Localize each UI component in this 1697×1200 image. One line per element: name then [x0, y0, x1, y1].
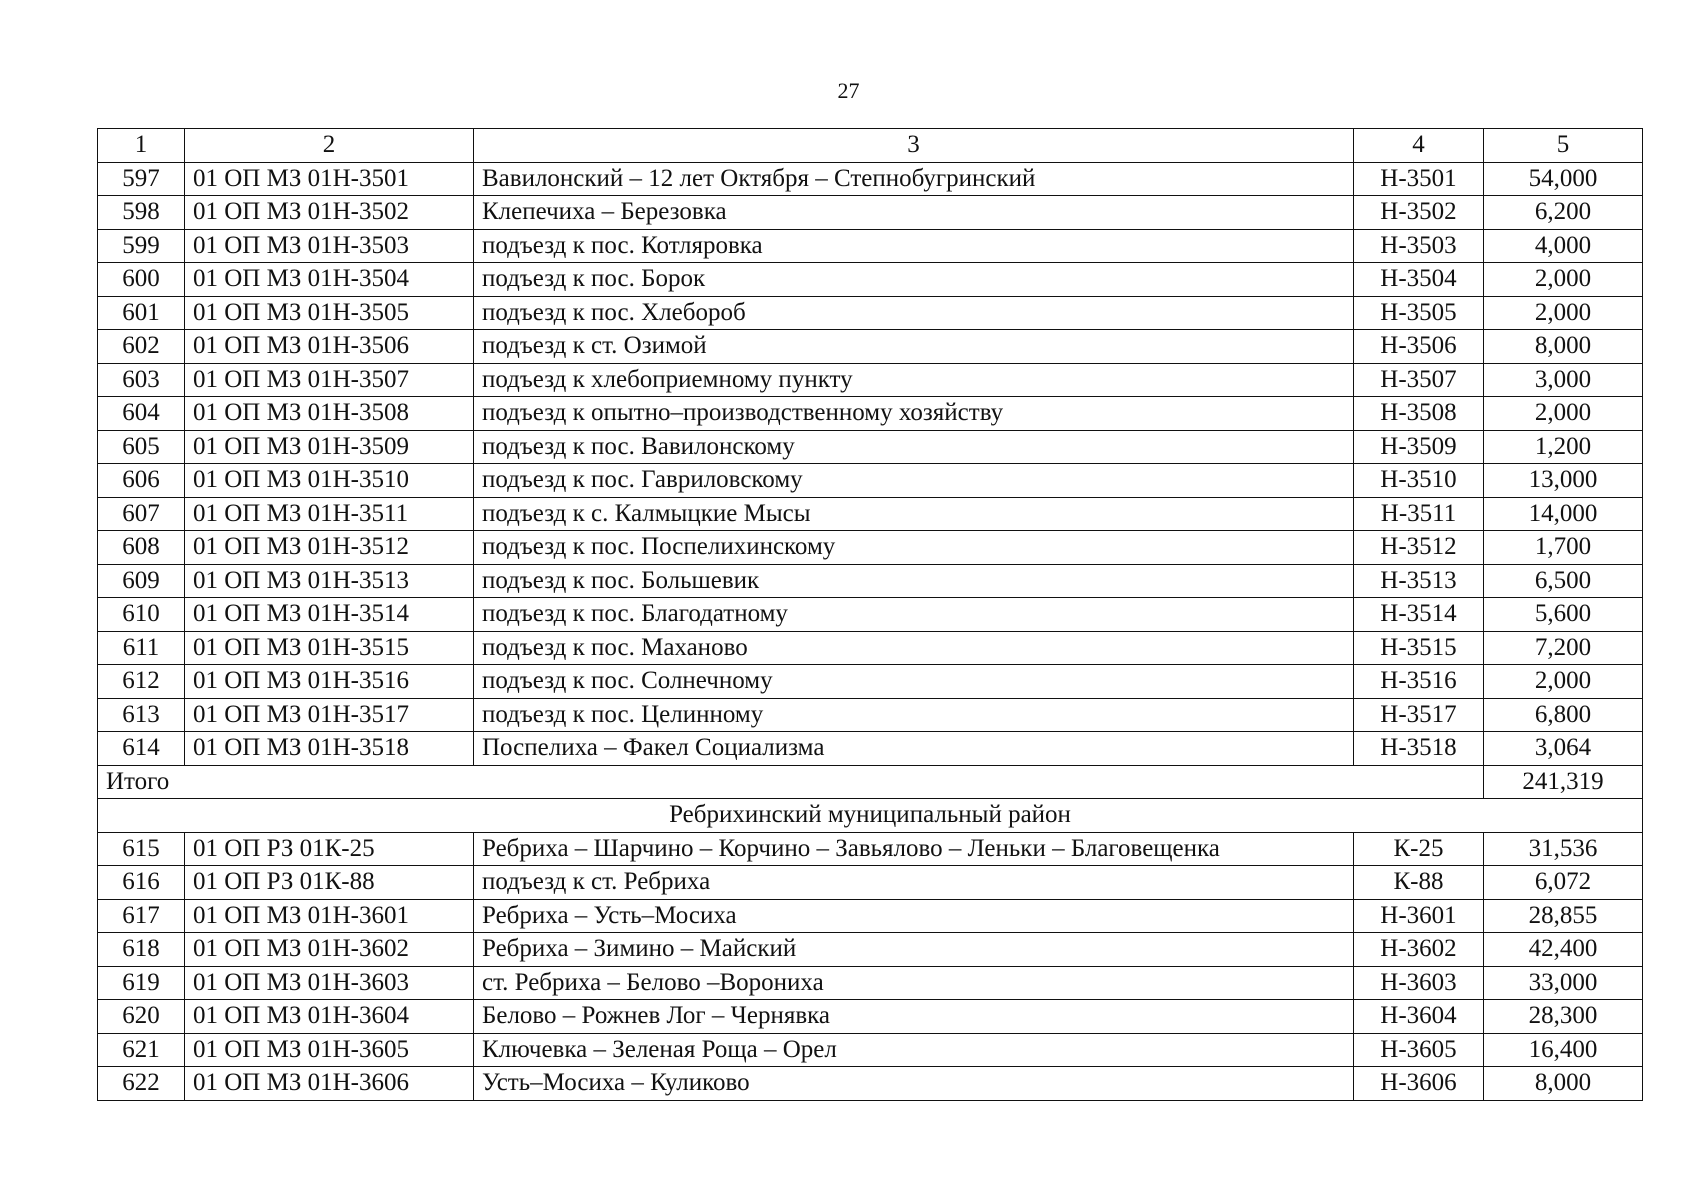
- total-label: Итого: [98, 765, 1484, 799]
- cell-number: 614: [98, 732, 185, 766]
- cell-length: 3,000: [1484, 363, 1643, 397]
- cell-length: 6,500: [1484, 564, 1643, 598]
- cell-road-name: подъезд к ст. Ребриха: [474, 866, 1354, 900]
- cell-road-index: Н-3504: [1354, 263, 1484, 297]
- table-row: [98, 1033, 1643, 1067]
- cell-road-id: 01 ОП МЗ 01Н-3604: [185, 1000, 474, 1034]
- table-row: [98, 665, 1643, 699]
- roads-table: [97, 128, 1643, 1101]
- cell-road-index: Н-3514: [1354, 598, 1484, 632]
- cell-number: 613: [98, 698, 185, 732]
- table-row: [98, 196, 1643, 230]
- table-row: [98, 229, 1643, 263]
- cell-length: 13,000: [1484, 464, 1643, 498]
- cell-road-id: 01 ОП МЗ 01Н-3508: [185, 397, 474, 431]
- cell-number: 608: [98, 531, 185, 565]
- cell-length: 14,000: [1484, 497, 1643, 531]
- cell-number: 622: [98, 1067, 185, 1101]
- cell-road-name: подъезд к опытно–производственному хозяйству: [474, 397, 1354, 431]
- cell-road-name: Ключевка – Зеленая Роща – Орел: [474, 1033, 1354, 1067]
- cell-road-name: подъезд к пос. Хлебороб: [474, 296, 1354, 330]
- header-col-3: 3: [474, 129, 1354, 163]
- cell-road-id: 01 ОП МЗ 01Н-3506: [185, 330, 474, 364]
- cell-number: 619: [98, 966, 185, 1000]
- cell-number: 621: [98, 1033, 185, 1067]
- table-row: [98, 1067, 1643, 1101]
- header-row: [98, 129, 1643, 163]
- table-row: [98, 296, 1643, 330]
- cell-number: 604: [98, 397, 185, 431]
- cell-road-id: 01 ОП МЗ 01Н-3513: [185, 564, 474, 598]
- cell-road-index: Н-3604: [1354, 1000, 1484, 1034]
- cell-length: 4,000: [1484, 229, 1643, 263]
- cell-road-id: 01 ОП МЗ 01Н-3503: [185, 229, 474, 263]
- cell-length: 28,300: [1484, 1000, 1643, 1034]
- cell-road-index: Н-3505: [1354, 296, 1484, 330]
- cell-number: 602: [98, 330, 185, 364]
- cell-length: 28,855: [1484, 899, 1643, 933]
- cell-number: 615: [98, 832, 185, 866]
- table-row: [98, 933, 1643, 967]
- cell-number: 607: [98, 497, 185, 531]
- cell-road-index: Н-3516: [1354, 665, 1484, 699]
- cell-road-name: подъезд к пос. Котляровка: [474, 229, 1354, 263]
- table-row: [98, 397, 1643, 431]
- cell-length: 42,400: [1484, 933, 1643, 967]
- cell-road-name: подъезд к пос. Целинному: [474, 698, 1354, 732]
- cell-road-id: 01 ОП МЗ 01Н-3514: [185, 598, 474, 632]
- cell-number: 599: [98, 229, 185, 263]
- cell-road-index: К-88: [1354, 866, 1484, 900]
- cell-road-index: Н-3515: [1354, 631, 1484, 665]
- table-row: [98, 832, 1643, 866]
- cell-number: 610: [98, 598, 185, 632]
- cell-length: 2,000: [1484, 263, 1643, 297]
- cell-road-id: 01 ОП МЗ 01Н-3517: [185, 698, 474, 732]
- cell-road-id: 01 ОП МЗ 01Н-3510: [185, 464, 474, 498]
- header-col-4: 4: [1354, 129, 1484, 163]
- cell-road-index: Н-3503: [1354, 229, 1484, 263]
- cell-road-index: Н-3511: [1354, 497, 1484, 531]
- cell-road-index: Н-3601: [1354, 899, 1484, 933]
- cell-number: 617: [98, 899, 185, 933]
- cell-road-name: Клепечиха – Березовка: [474, 196, 1354, 230]
- cell-road-name: Ребриха – Усть–Мосиха: [474, 899, 1354, 933]
- cell-road-index: Н-3506: [1354, 330, 1484, 364]
- cell-road-index: Н-3510: [1354, 464, 1484, 498]
- cell-road-index: К-25: [1354, 832, 1484, 866]
- cell-road-name: Вавилонский – 12 лет Октября – Степнобугринский: [474, 162, 1354, 196]
- table-row: [98, 866, 1643, 900]
- cell-road-name: ст. Ребриха – Белово –Ворониха: [474, 966, 1354, 1000]
- table-row: [98, 363, 1643, 397]
- cell-length: 3,064: [1484, 732, 1643, 766]
- page-number: 27: [837, 78, 860, 103]
- cell-road-index: Н-3513: [1354, 564, 1484, 598]
- cell-number: 600: [98, 263, 185, 297]
- table-row: [98, 698, 1643, 732]
- cell-road-name: подъезд к пос. Солнечному: [474, 665, 1354, 699]
- cell-road-id: 01 ОП МЗ 01Н-3507: [185, 363, 474, 397]
- table-row: [98, 162, 1643, 196]
- cell-road-id: 01 ОП МЗ 01Н-3603: [185, 966, 474, 1000]
- cell-number: 598: [98, 196, 185, 230]
- table-row: [98, 497, 1643, 531]
- cell-road-id: 01 ОП МЗ 01Н-3504: [185, 263, 474, 297]
- cell-length: 33,000: [1484, 966, 1643, 1000]
- total-section: [98, 765, 1643, 832]
- cell-road-id: 01 ОП МЗ 01Н-3606: [185, 1067, 474, 1101]
- cell-length: 2,000: [1484, 665, 1643, 699]
- cell-road-name: Белово – Рожнев Лог – Чернявка: [474, 1000, 1354, 1034]
- cell-road-name: Поспелиха – Факел Социализма: [474, 732, 1354, 766]
- cell-road-name: подъезд к ст. Озимой: [474, 330, 1354, 364]
- table-row: [98, 899, 1643, 933]
- cell-road-index: Н-3502: [1354, 196, 1484, 230]
- total-value: 241,319: [1484, 765, 1643, 799]
- cell-length: 2,000: [1484, 397, 1643, 431]
- cell-road-index: Н-3606: [1354, 1067, 1484, 1101]
- cell-length: 1,200: [1484, 430, 1643, 464]
- header-col-1: 1: [98, 129, 185, 163]
- table-row: [98, 966, 1643, 1000]
- cell-number: 618: [98, 933, 185, 967]
- cell-length: 8,000: [1484, 330, 1643, 364]
- table-row: [98, 263, 1643, 297]
- cell-length: 5,600: [1484, 598, 1643, 632]
- table-row: [98, 732, 1643, 766]
- table-row: [98, 598, 1643, 632]
- cell-length: 2,000: [1484, 296, 1643, 330]
- cell-road-id: 01 ОП МЗ 01Н-3516: [185, 665, 474, 699]
- cell-road-name: подъезд к хлебоприемному пункту: [474, 363, 1354, 397]
- cell-road-name: Ребриха – Зимино – Майский: [474, 933, 1354, 967]
- cell-road-index: Н-3512: [1354, 531, 1484, 565]
- table-body-section-a: [98, 162, 1643, 765]
- cell-number: 609: [98, 564, 185, 598]
- table-row: [98, 330, 1643, 364]
- table-row: [98, 1000, 1643, 1034]
- cell-number: 616: [98, 866, 185, 900]
- cell-number: 603: [98, 363, 185, 397]
- header-col-5: 5: [1484, 129, 1643, 163]
- cell-length: 1,700: [1484, 531, 1643, 565]
- cell-number: 606: [98, 464, 185, 498]
- cell-road-id: 01 ОП МЗ 01Н-3602: [185, 933, 474, 967]
- cell-road-name: подъезд к пос. Борок: [474, 263, 1354, 297]
- cell-length: 54,000: [1484, 162, 1643, 196]
- cell-number: 605: [98, 430, 185, 464]
- cell-road-id: 01 ОП РЗ 01К-88: [185, 866, 474, 900]
- cell-number: 601: [98, 296, 185, 330]
- cell-length: 6,200: [1484, 196, 1643, 230]
- cell-length: 31,536: [1484, 832, 1643, 866]
- total-row: [98, 765, 1643, 799]
- table-row: [98, 464, 1643, 498]
- cell-road-index: Н-3517: [1354, 698, 1484, 732]
- cell-road-id: 01 ОП МЗ 01Н-3501: [185, 162, 474, 196]
- cell-road-index: Н-3509: [1354, 430, 1484, 464]
- cell-road-index: Н-3602: [1354, 933, 1484, 967]
- cell-road-id: 01 ОП МЗ 01Н-3515: [185, 631, 474, 665]
- cell-road-name: подъезд к пос. Поспелихинскому: [474, 531, 1354, 565]
- cell-road-name: подъезд к с. Калмыцкие Мысы: [474, 497, 1354, 531]
- cell-road-id: 01 ОП МЗ 01Н-3605: [185, 1033, 474, 1067]
- section-row: [98, 799, 1643, 833]
- cell-road-id: 01 ОП МЗ 01Н-3505: [185, 296, 474, 330]
- table-row: [98, 564, 1643, 598]
- table-row: [98, 430, 1643, 464]
- header-col-2: 2: [185, 129, 474, 163]
- cell-road-id: 01 ОП МЗ 01Н-3518: [185, 732, 474, 766]
- cell-road-index: Н-3501: [1354, 162, 1484, 196]
- cell-length: 6,800: [1484, 698, 1643, 732]
- cell-road-id: 01 ОП РЗ 01К-25: [185, 832, 474, 866]
- cell-road-index: Н-3508: [1354, 397, 1484, 431]
- cell-road-id: 01 ОП МЗ 01Н-3512: [185, 531, 474, 565]
- cell-road-index: Н-3605: [1354, 1033, 1484, 1067]
- cell-road-index: Н-3603: [1354, 966, 1484, 1000]
- cell-number: 597: [98, 162, 185, 196]
- cell-road-name: подъезд к пос. Маханово: [474, 631, 1354, 665]
- section-title: Ребрихинский муниципальный район: [98, 799, 1643, 833]
- cell-road-id: 01 ОП МЗ 01Н-3601: [185, 899, 474, 933]
- cell-number: 620: [98, 1000, 185, 1034]
- cell-road-name: подъезд к пос. Благодатному: [474, 598, 1354, 632]
- cell-road-id: 01 ОП МЗ 01Н-3509: [185, 430, 474, 464]
- table-row: [98, 631, 1643, 665]
- cell-number: 611: [98, 631, 185, 665]
- cell-length: 7,200: [1484, 631, 1643, 665]
- cell-length: 16,400: [1484, 1033, 1643, 1067]
- cell-road-index: Н-3518: [1354, 732, 1484, 766]
- cell-length: 8,000: [1484, 1067, 1643, 1101]
- cell-road-name: подъезд к пос. Вавилонскому: [474, 430, 1354, 464]
- cell-road-index: Н-3507: [1354, 363, 1484, 397]
- cell-road-name: Ребриха – Шарчино – Корчино – Завьялово – Леньки – Благовещенка: [474, 832, 1354, 866]
- cell-road-name: Усть–Мосиха – Куликово: [474, 1067, 1354, 1101]
- cell-road-name: подъезд к пос. Большевик: [474, 564, 1354, 598]
- cell-road-id: 01 ОП МЗ 01Н-3502: [185, 196, 474, 230]
- cell-road-name: подъезд к пос. Гавриловскому: [474, 464, 1354, 498]
- cell-number: 612: [98, 665, 185, 699]
- cell-road-id: 01 ОП МЗ 01Н-3511: [185, 497, 474, 531]
- table-row: [98, 531, 1643, 565]
- table-body-section-b: [98, 832, 1643, 1100]
- cell-length: 6,072: [1484, 866, 1643, 900]
